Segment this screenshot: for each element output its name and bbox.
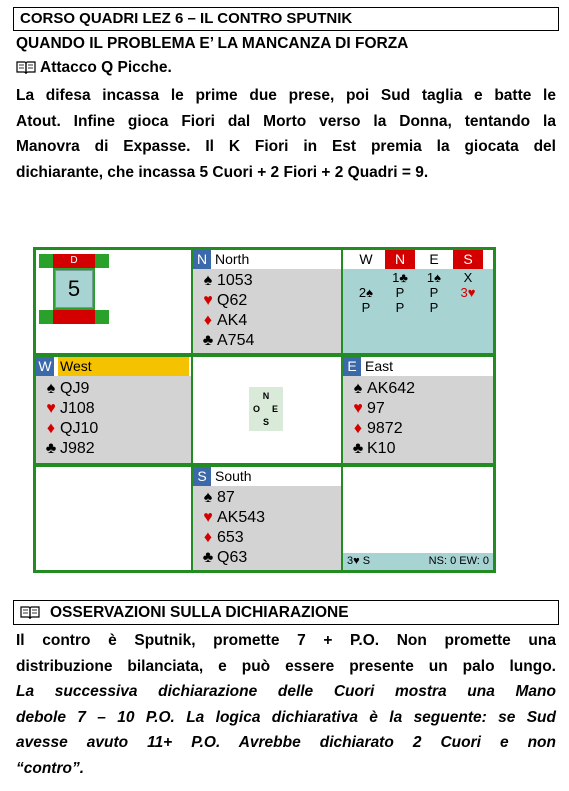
observation-line: “contro”. <box>16 759 85 777</box>
west-name: West <box>58 357 189 376</box>
observation-line: Il contro è Sputnik, promette 7 + P.O. Non promette una <box>16 632 556 649</box>
east-clubs: ♣ K10 <box>349 439 395 459</box>
board-info-cell <box>36 250 191 353</box>
auction-table <box>343 250 493 353</box>
result-cell <box>343 467 493 570</box>
north-label <box>193 250 341 269</box>
description-line: dichiarante, che incassa 5 Cuori + 2 Fiori + 2 Quadri = 9. <box>16 163 429 181</box>
west-spades: ♠ QJ9 <box>42 379 89 399</box>
compass-west: O <box>253 404 261 414</box>
west-seat-tag: W <box>36 357 54 376</box>
south-seat-tag: S <box>193 467 211 486</box>
observation-line: distribuzione bilanciata, e può essere presente un palo lungo. <box>16 657 556 675</box>
club-icon: ♣ <box>352 440 364 457</box>
east-diamonds: ♦ 9872 <box>349 419 403 439</box>
lesson-title-box <box>13 7 559 31</box>
south-hearts: ♥ AK543 <box>199 508 265 528</box>
score: NS: 0 EW: 0 <box>428 555 489 567</box>
observation-line: debole 7 – 10 P.O. La logica dichiarativa è la seguente: se Sud <box>16 708 556 726</box>
dealer-marker: D <box>53 254 95 268</box>
result-bar <box>343 553 493 570</box>
club-icon: ♣ <box>202 549 214 566</box>
open-book-icon <box>20 605 40 619</box>
table-center <box>193 357 341 463</box>
observation-line: La successiva dichiarazione delle Cuori mostra una Mano <box>16 683 556 700</box>
auction-header-n: N <box>385 250 415 269</box>
compass-south: S <box>262 417 269 427</box>
auction-bid: 1♣ <box>392 270 408 285</box>
west-hearts: ♥ J108 <box>42 399 95 419</box>
auction-bid: P <box>361 300 371 315</box>
auction-header-e: E <box>419 250 449 269</box>
west-label <box>36 357 191 376</box>
observation-line: avesse avuto 11+ P.O. Avrebbe dichiarato 2 Cuori e non <box>16 734 556 751</box>
open-book-icon <box>16 60 36 74</box>
south-hand <box>193 467 341 570</box>
north-hearts: ♥ Q62 <box>199 291 247 311</box>
auction-bid: P <box>395 285 405 300</box>
lead-line <box>16 59 172 77</box>
auction-header-s: S <box>453 250 483 269</box>
observations-title-box <box>13 600 559 625</box>
empty-corner-cell <box>36 467 191 570</box>
west-hand <box>36 357 191 463</box>
east-hand <box>343 357 493 463</box>
north-seat-tag: N <box>193 250 211 269</box>
bridge-diagram <box>33 247 496 573</box>
east-hearts: ♥ 97 <box>349 399 385 419</box>
south-label <box>193 467 341 486</box>
diamond-icon: ♦ <box>353 420 363 437</box>
diamond-icon: ♦ <box>46 420 56 437</box>
compass-north: N <box>262 391 270 401</box>
auction-bid: P <box>429 300 439 315</box>
club-icon: ♣ <box>202 332 214 349</box>
heart-icon: ♥ <box>203 292 213 309</box>
auction-bid: 2♠ <box>358 285 374 300</box>
south-name: South <box>215 468 252 484</box>
east-name: East <box>365 358 394 374</box>
auction-bid: 1♠ <box>426 270 442 285</box>
west-clubs: ♣ J982 <box>42 439 95 459</box>
north-name: North <box>215 251 250 267</box>
diamond-icon: ♦ <box>203 529 213 546</box>
auction-bid: P <box>395 300 405 315</box>
heart-icon: ♥ <box>46 400 56 417</box>
north-hand <box>193 250 341 353</box>
compass-rose <box>249 387 283 431</box>
observations-paragraph <box>16 628 556 781</box>
vulnerability-south <box>53 310 95 324</box>
east-spades: ♠ AK642 <box>349 379 415 399</box>
vulnerability-west <box>39 268 53 310</box>
east-label <box>343 357 493 376</box>
south-diamonds: ♦ 653 <box>199 528 244 548</box>
heart-icon: ♥ <box>203 509 213 526</box>
south-clubs: ♣ Q63 <box>199 548 247 568</box>
compass-east: E <box>271 404 278 414</box>
spade-icon: ♠ <box>203 272 213 289</box>
vulnerability-east <box>95 268 109 310</box>
auction-header-w: W <box>351 250 381 269</box>
lead-text: Attacco Q Picche. <box>40 59 172 76</box>
spade-icon: ♠ <box>46 380 56 397</box>
description-line: Atout. Infine gioca Fiori dal Morto verso la Donna, tentando la <box>16 112 556 130</box>
spade-icon: ♠ <box>203 489 213 506</box>
east-seat-tag: E <box>343 357 361 376</box>
club-icon: ♣ <box>45 440 57 457</box>
description-line: La difesa incassa le prime due prese, poi Sud taglia e batte le <box>16 87 556 104</box>
vulnerability-frame <box>39 254 109 324</box>
heart-icon: ♥ <box>353 400 363 417</box>
diamond-icon: ♦ <box>203 312 213 329</box>
spade-icon: ♠ <box>353 380 363 397</box>
north-diamonds: ♦ AK4 <box>199 311 247 331</box>
contract: 3♥ S <box>347 555 371 567</box>
lesson-title: CORSO QUADRI LEZ 6 – IL CONTRO SPUTNIK <box>20 10 353 27</box>
description-paragraph <box>16 83 556 185</box>
problem-title: QUANDO IL PROBLEMA E’ LA MANCANZA DI FORZA <box>16 35 409 52</box>
south-spades: ♠ 87 <box>199 488 235 508</box>
north-spades: ♠ 1053 <box>199 271 253 291</box>
west-diamonds: ♦ QJ10 <box>42 419 98 439</box>
description-line: Manovra di Expasse. Il K Fiori in Est premia la giocata del <box>16 138 556 155</box>
auction-bid: 3♥ <box>460 285 476 300</box>
auction-bid: P <box>429 285 439 300</box>
north-clubs: ♣ A754 <box>199 331 254 351</box>
board-number: 5 <box>55 270 93 308</box>
auction-bid: X <box>463 270 473 285</box>
observations-title: OSSERVAZIONI SULLA DICHIARAZIONE <box>50 604 349 621</box>
